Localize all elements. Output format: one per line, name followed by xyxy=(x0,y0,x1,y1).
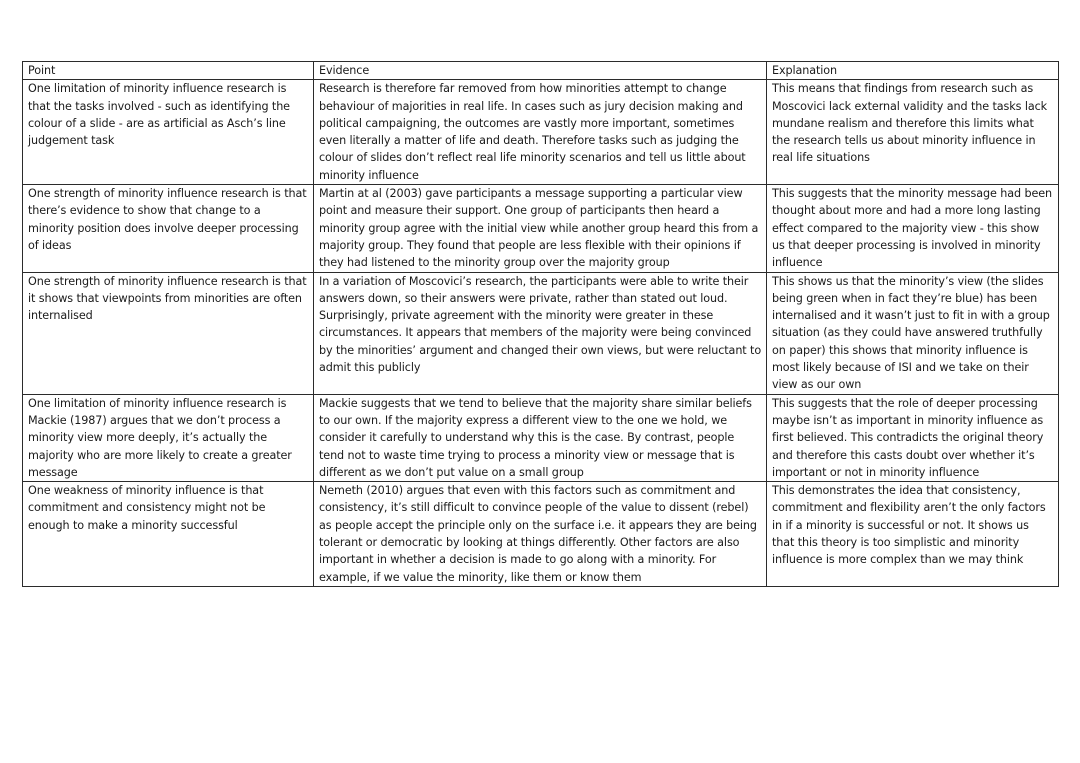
table-row xyxy=(23,482,1059,587)
header-row xyxy=(23,62,1059,80)
explanation-cell: This suggests that the role of deeper processing maybe isn’t as important in minority influence as first believed. This contradicts the original theory and therefore this casts doubt over whether it’s important or not in minority influence xyxy=(767,394,1059,481)
evidence-cell: Research is therefore far removed from how minorities attempt to change behaviour of majorities in real life. In cases such as jury decision making and political campaigning, the outcomes are vastly more important, sometimes even literally a matter of life and death. Therefore tasks such as judging the colour of slides don’t reflect real life minority scenarios and tell us little about minority influence xyxy=(314,80,767,185)
evidence-cell: Martin at al (2003) gave participants a message supporting a particular view point and measure their support. One group of participants then heard a minority group agree with the initial view while another group heard this from a majority group. They found that people are less flexible with their opinions if they had listened to the minority group over the majority group xyxy=(314,185,767,272)
point-cell: One limitation of minority influence research is that the tasks involved - such as identifying the colour of a slide - are as artificial as Asch’s line judgement task xyxy=(23,80,314,185)
evidence-cell: Mackie suggests that we tend to believe that the majority share similar beliefs to our own. If the majority express a different view to the one we hold, we consider it carefully to understand why this is the case. By contrast, people tend not to waste time trying to process a minority view or message that is different as we don’t put value on a small group xyxy=(314,394,767,481)
header-point: Point xyxy=(23,62,314,80)
explanation-cell: This suggests that the minority message had been thought about more and had a more long lasting effect compared to the majority view - this show us that deeper processing is involved in minority influence xyxy=(767,185,1059,272)
point-cell: One weakness of minority influence is that commitment and consistency might not be enough to make a minority successful xyxy=(23,482,314,587)
evidence-cell: Nemeth (2010) argues that even with this factors such as commitment and consistency, it’s still difficult to convince people of the value to dissent (rebel) as people accept the principle only on the surface i.e. it appears they are being tolerant or democratic by looking at things differently. Other factors are also important in whether a decision is made to go along with a minority. For example, if we value the minority, like them or know them xyxy=(314,482,767,587)
pee-table xyxy=(22,61,1059,587)
evidence-cell: In a variation of Moscovici’s research, the participants were able to write their answers down, so their answers were private, rather than stated out loud. Surprisingly, private agreement with the minority were greater in these circumstances. It appears that members of the majority were being convinced by the minorities’ argument and changed their own views, but were reluctant to admit this publicly xyxy=(314,272,767,394)
table-row xyxy=(23,394,1059,481)
explanation-cell: This means that findings from research such as Moscovici lack external validity and the tasks lack mundane realism and therefore this limits what the research tells us about minority influence in real life situations xyxy=(767,80,1059,185)
header-explanation: Explanation xyxy=(767,62,1059,80)
point-cell: One strength of minority influence research is that there’s evidence to show that change to a minority position does involve deeper processing of ideas xyxy=(23,185,314,272)
explanation-cell: This shows us that the minority’s view (the slides being green when in fact they’re blue) has been internalised and it wasn’t just to fit in with a group situation (as they could have answered truthfully on paper) this shows that minority influence is most likely because of ISI and we take on their view as our own xyxy=(767,272,1059,394)
table-row xyxy=(23,185,1059,272)
header-evidence: Evidence xyxy=(314,62,767,80)
table-row xyxy=(23,272,1059,394)
point-cell: One limitation of minority influence research is Mackie (1987) argues that we don’t process a minority view more deeply, it’s actually the majority who are more likely to create a greater message xyxy=(23,394,314,481)
point-cell: One strength of minority influence research is that it shows that viewpoints from minorities are often internalised xyxy=(23,272,314,394)
table-row xyxy=(23,80,1059,185)
explanation-cell: This demonstrates the idea that consistency, commitment and flexibility aren’t the only factors in if a minority is successful or not. It shows us that this theory is too simplistic and minority influence is more complex than we may think xyxy=(767,482,1059,587)
